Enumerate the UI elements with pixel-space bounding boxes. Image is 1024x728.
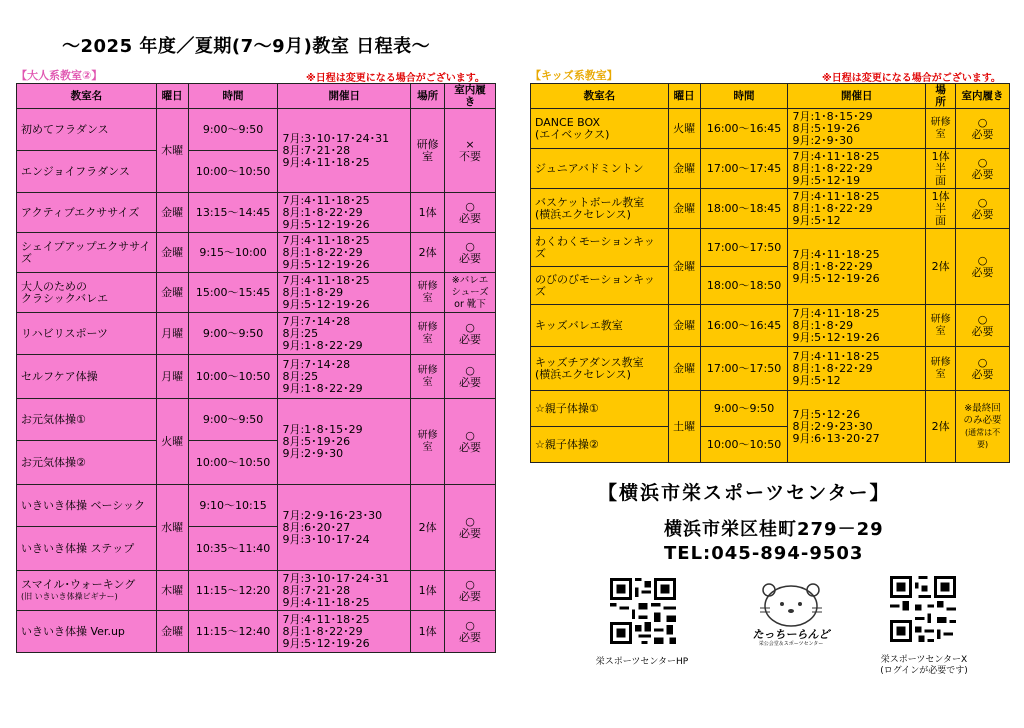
class-dates: 7月:4･11･18･25 8月:1･8･29 9月:5･12･19･26 [278,273,411,313]
class-name: いきいき体操 ベーシック [17,485,157,527]
col-header-day: 曜日 [156,84,188,109]
class-place: 研修室 [926,109,956,149]
table-row [17,485,496,527]
class-place: 研修室 [411,109,445,193]
class-day: 金曜 [668,149,700,189]
kids-schedule-table [530,83,1010,463]
table-row [17,571,496,611]
class-dates: 7月:3･10･17･24･31 8月:7･21･28 9月:4･11･18･25 [278,109,411,193]
class-time: 9:00～9:50 [188,399,278,441]
col-header-place: 場所 [926,84,956,109]
class-time: 18:00～18:50 [700,267,788,305]
table-row [17,313,496,355]
class-name: 大人のための クラシックバレエ [17,273,157,313]
table-row [17,193,496,233]
class-name: お元気体操② [17,441,157,485]
adult-section-label: 【大人系教室②】 [16,69,103,82]
class-name: バスケットボール教室 (横浜エクセレンス) [531,189,669,229]
class-name: スマイル･ウォーキング [21,577,136,591]
col-header-name: 教室名 [17,84,157,109]
class-day: 金曜 [156,193,188,233]
class-shoes: ○ 必要 [445,611,496,653]
class-name: キッズチアダンス教室 (横浜エクセレンス) [531,347,669,391]
class-day: 木曜 [156,571,188,611]
col-header-name: 教室名 [531,84,669,109]
class-day: 金曜 [668,347,700,391]
mascot-logo [748,582,834,652]
qr-caption-hp: 栄スポーツセンターHP [595,657,689,667]
col-header-day: 曜日 [668,84,700,109]
class-dates: 7月:4･11･18･25 8月:1･8･22･29 9月:5･12 [788,189,926,229]
class-dates: 7月:5･12･26 8月:2･9･23･30 9月:6･13･20･27 [788,391,926,463]
class-day: 月曜 [156,355,188,399]
class-day: 水曜 [156,485,188,571]
class-day: 火曜 [156,399,188,485]
class-shoes: ○ 必要 [445,233,496,273]
class-time: 10:00～10:50 [188,151,278,193]
class-name: わくわくモーションキッズ [531,229,669,267]
table-header-row [17,84,496,109]
class-day: 金曜 [668,189,700,229]
col-header-shoes: 室内履き [445,84,496,109]
class-place: 1体 [411,571,445,611]
table-row [531,229,1010,267]
class-time: 17:00～17:50 [700,229,788,267]
class-day: 土曜 [668,391,700,463]
class-dates: 7月:4･11･18･25 8月:1･8･22･29 9月:5･12･19･26 [278,193,411,233]
qr-code-hp[interactable] [610,578,676,644]
class-name-cell [17,571,157,611]
class-dates: 7月:4･11･18･25 8月:1･8･22･29 9月:5･12･19･26 [788,229,926,305]
class-name: ☆親子体操② [531,427,669,463]
class-place: 1体 [411,193,445,233]
mascot-subtitle: 栄公会堂＆スポーツセンター [758,641,824,647]
class-shoes: ○ 必要 [445,355,496,399]
class-day: 金曜 [156,611,188,653]
class-time: 9:00～9:50 [188,313,278,355]
class-shoes: ○ 必要 [956,109,1010,149]
class-shoes: ○ 必要 [445,399,496,485]
class-shoes-cell [956,391,1010,463]
class-dates: 7月:4･11･18･25 8月:1･8･22･29 9月:5･12･19 [788,149,926,189]
class-shoes: ○ 必要 [445,313,496,355]
class-time: 11:15～12:20 [188,571,278,611]
class-name: お元気体操① [17,399,157,441]
class-dates: 7月:4･11･18･25 8月:1･8･22･29 9月:5･12･19･26 [278,611,411,653]
class-day: 月曜 [156,313,188,355]
class-shoes: × 不要 [445,109,496,193]
class-shoes: ○ 必要 [956,189,1010,229]
class-time: 11:15～12:40 [188,611,278,653]
class-place: 研修室 [926,347,956,391]
class-name: エンジョイフラダンス [17,151,157,193]
class-shoes: ○ 必要 [956,305,1010,347]
table-row [531,149,1010,189]
class-name: アクティブエクササイズ [17,193,157,233]
table-row [531,189,1010,229]
class-shoes: ○ 必要 [445,571,496,611]
class-time: 16:00～16:45 [700,109,788,149]
class-place: 1体 半面 [926,149,956,189]
class-place: 2体 [411,485,445,571]
col-header-shoes: 室内履き [956,84,1010,109]
class-dates: 7月:3･10･17･24･31 8月:7･21･28 9月:4･11･18･25 [278,571,411,611]
class-time: 9:00～9:50 [188,109,278,151]
col-header-time: 時間 [188,84,278,109]
class-time: 15:00～15:45 [188,273,278,313]
table-row [17,233,496,273]
class-day: 火曜 [668,109,700,149]
class-shoes: ○ 必要 [956,149,1010,189]
class-place: 1体 半面 [926,189,956,229]
class-dates: 7月:7･14･28 8月:25 9月:1･8･22･29 [278,313,411,355]
class-dates: 7月:7･14･28 8月:25 9月:1･8･22･29 [278,355,411,399]
table-row [17,355,496,399]
class-dates: 7月:2･9･16･23･30 8月:6･20･27 9月:3･10･17･24 [278,485,411,571]
class-dates: 7月:4･11･18･25 8月:1･8･29 9月:5･12･19･26 [788,305,926,347]
class-name: シェイプアップエクササイズ [17,233,157,273]
class-place: 1体 [411,611,445,653]
center-address: 横浜市栄区桂町279－29 [664,519,884,540]
class-time: 17:00～17:50 [700,347,788,391]
class-place: 2体 [926,229,956,305]
adult-schedule-note: ※日程は変更になる場合がございます。 [306,73,485,84]
class-day: 金曜 [668,229,700,305]
col-header-dates: 開催日 [788,84,926,109]
qr-code-x[interactable] [890,576,956,642]
class-time: 13:15～14:45 [188,193,278,233]
center-name: 【横浜市栄スポーツセンター】 [598,482,891,504]
class-name: 初めてフラダンス [17,109,157,151]
adult-schedule-table [16,83,496,653]
page-title: ～2025 年度／夏期(7～9月)教室 日程表～ [62,36,431,57]
col-header-dates: 開催日 [278,84,411,109]
class-name: のびのびモーションキッズ [531,267,669,305]
class-dates: 7月:1･8･15･29 8月:5･19･26 9月:2･9･30 [278,399,411,485]
table-row [17,273,496,313]
table-row [531,109,1010,149]
class-time: 9:00～9:50 [700,391,788,427]
class-time: 9:10～10:15 [188,485,278,527]
class-name: セルフケア体操 [17,355,157,399]
class-day: 金曜 [156,273,188,313]
class-shoes: ○ 必要 [445,485,496,571]
class-time: 10:00～10:50 [188,355,278,399]
qr-caption-x: 栄スポーツセンターX (ログインが必要です) [880,655,968,676]
class-place: 研修室 [926,305,956,347]
mascot-name: たっちーらんど [752,628,830,641]
class-name: DANCE BOX (エイベックス) [531,109,669,149]
class-name: リハビリスポーツ [17,313,157,355]
table-row [531,305,1010,347]
class-shoes: ○ 必要 [956,347,1010,391]
class-place: 研修室 [411,313,445,355]
class-time: 18:00～18:45 [700,189,788,229]
class-place: 研修室 [411,355,445,399]
center-tel: TEL:045-894-9503 [664,543,864,564]
class-dates: 7月:1･8･15･29 8月:5･19･26 9月:2･9･30 [788,109,926,149]
table-row [531,391,1010,427]
class-place: 研修室 [411,273,445,313]
class-dates: 7月:4･11･18･25 8月:1･8･22･29 9月:5･12 [788,347,926,391]
table-row [17,109,496,151]
table-row [531,347,1010,391]
class-time: 9:15～10:00 [188,233,278,273]
col-header-place: 場所 [411,84,445,109]
class-time: 10:00～10:50 [188,441,278,485]
class-name: キッズバレエ教室 [531,305,669,347]
class-dates: 7月:4･11･18･25 8月:1･8･22･29 9月:5･12･19･26 [278,233,411,273]
class-time: 10:00～10:50 [700,427,788,463]
class-name: ジュニアバドミントン [531,149,669,189]
class-day: 金曜 [156,233,188,273]
class-day: 木曜 [156,109,188,193]
class-time: 17:00～17:45 [700,149,788,189]
class-name: いきいき体操 Ver.up [17,611,157,653]
class-shoes: ※バレエシューズ or 靴下 [445,273,496,313]
class-time: 16:00～16:45 [700,305,788,347]
class-name: ☆親子体操① [531,391,669,427]
class-name-sub: (旧 いきいき体操ビギナー) [21,591,118,601]
class-day: 金曜 [668,305,700,347]
class-shoes: ○ 必要 [956,229,1010,305]
class-time: 10:35～11:40 [188,527,278,571]
class-place: 2体 [411,233,445,273]
class-place: 2体 [926,391,956,463]
class-place: 研修室 [411,399,445,485]
class-shoes: ※最終回のみ必要 [963,402,1002,426]
class-shoes: ○ 必要 [445,193,496,233]
kids-schedule-note: ※日程は変更になる場合がございます。 [822,73,1001,84]
class-name: いきいき体操 ステップ [17,527,157,571]
class-shoes-sub: (通常は不要) [964,427,1001,449]
col-header-time: 時間 [700,84,788,109]
table-row [17,399,496,441]
kids-section-label: 【キッズ系教室】 [530,69,618,82]
table-header-row [531,84,1010,109]
table-row [17,611,496,653]
